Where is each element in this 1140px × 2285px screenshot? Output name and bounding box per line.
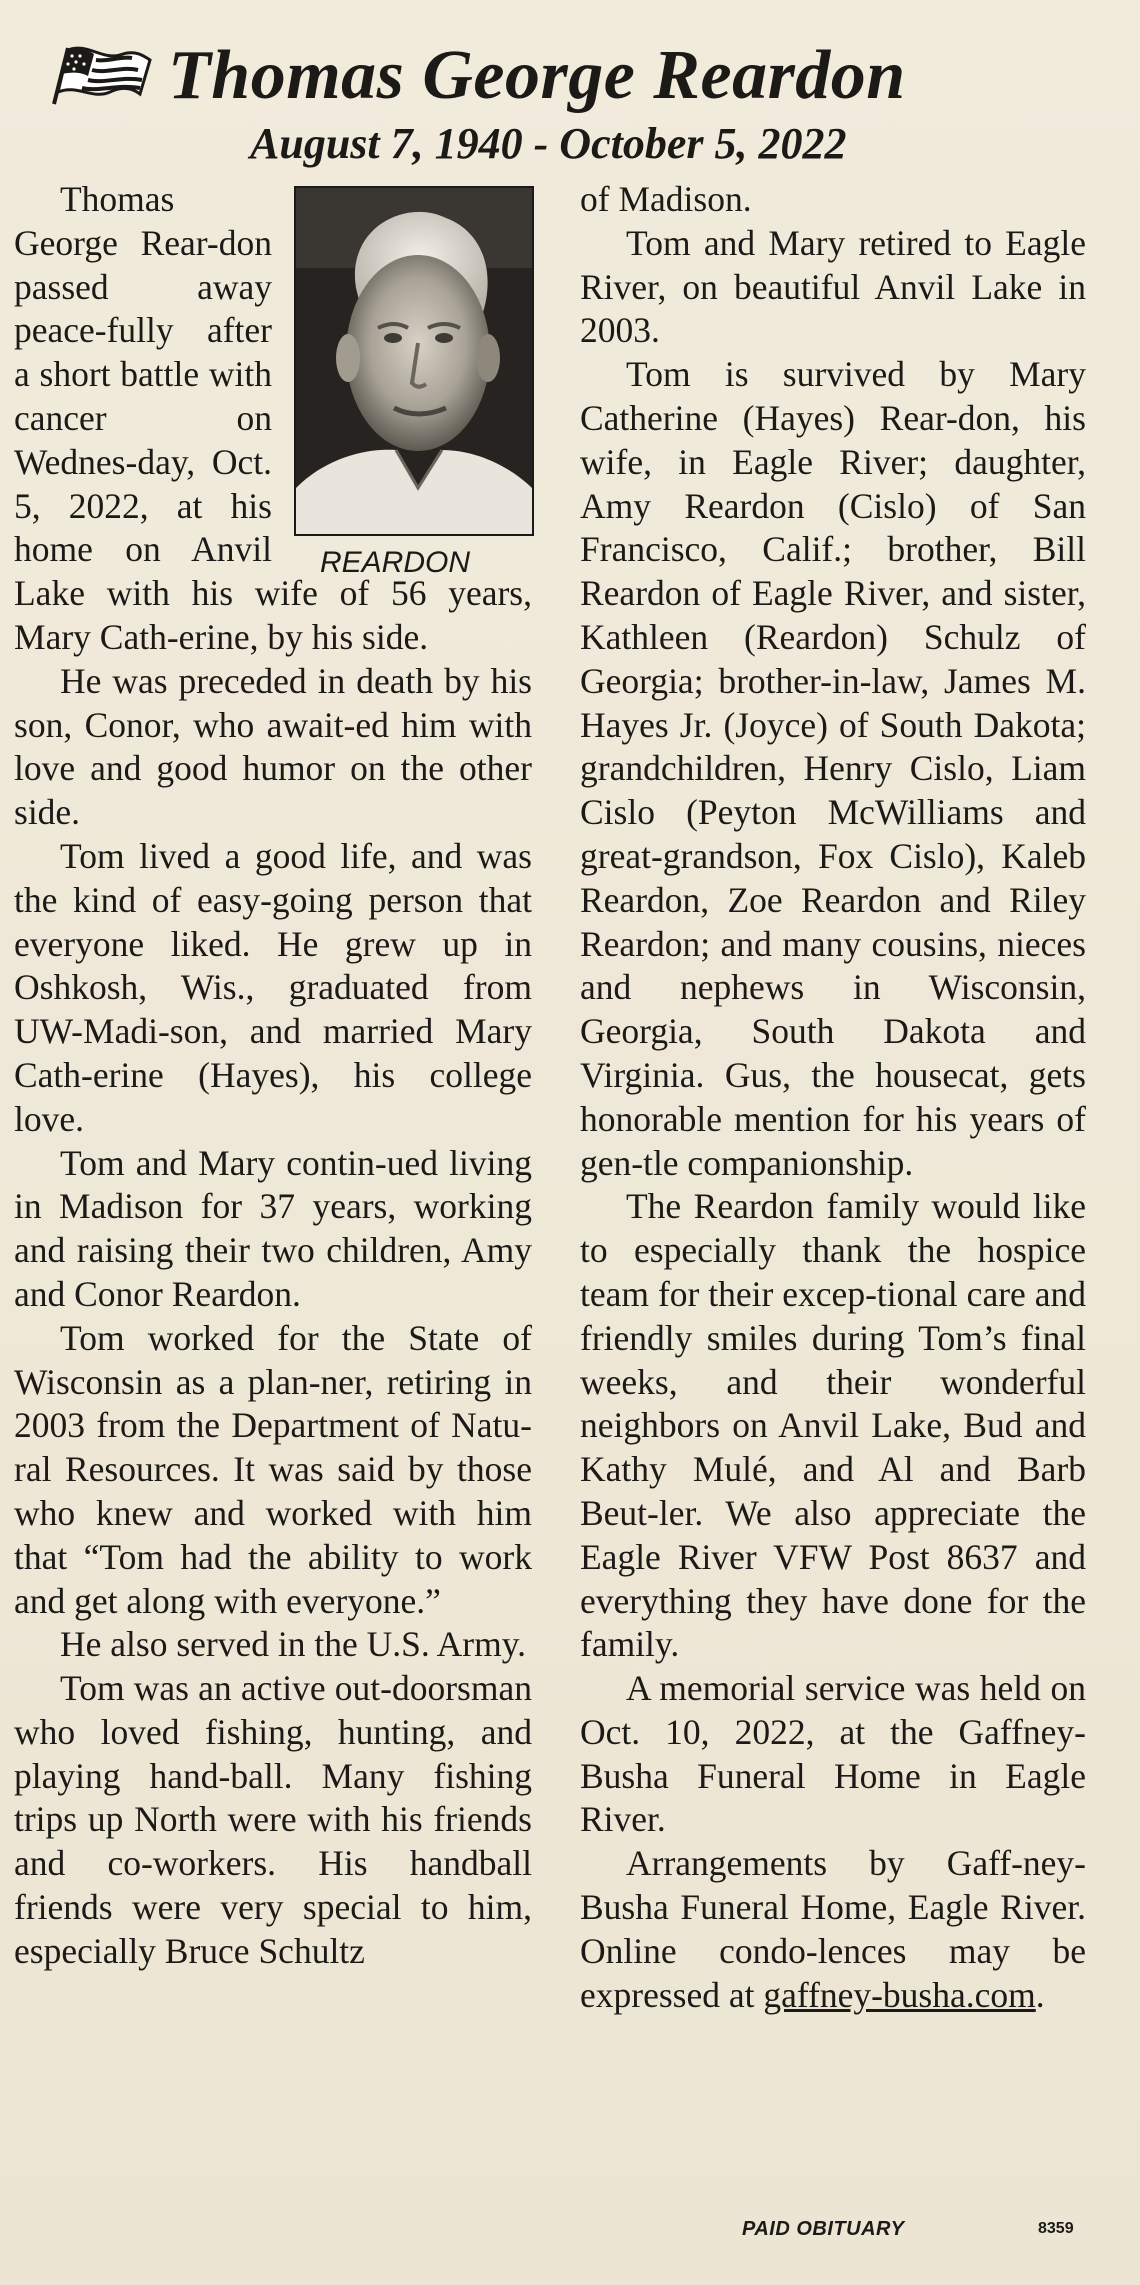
paragraph: of Madison. (580, 179, 752, 219)
photo-caption: REARDON (320, 546, 471, 579)
right-column (580, 178, 1086, 2017)
obituary-header (0, 22, 1140, 168)
left-column (14, 178, 532, 1974)
paragraph (580, 1842, 1086, 2017)
portrait-figure (294, 186, 532, 579)
paragraph: The Reardon family would like to especially thank the hospice team for their excep-tional care and friendly smiles during Tom’s final weeks, and their wonderful neighbors on Anvil Lake, Bud and Kathy Mulé, and Al and Barb Beut-ler. We also appreciate the Eagle River VFW Post 8637 and everything they have done for the family. (580, 1186, 1086, 1665)
paragraph: Tom and Mary contin-ued living in Madison for 37 years, working and raising their two children, Amy and Conor Reardon. (14, 1142, 532, 1314)
american-flag-icon (48, 42, 153, 110)
portrait-photo (294, 186, 534, 536)
paid-obituary-label: PAID OBITUARY (742, 2218, 905, 2240)
paragraph: Tom is survived by Mary Catherine (Hayes) Rear-don, his wife, in Eagle River; daughter, Amy Reardon (Cislo) of San Francisco, Calif.; brother, Bill Reardon of Eagle River, and sister, Kathleen (Reardon) Schulz of Georgia; brother-in-law, James M. Hayes Jr. (Joyce) of South Dakota; grandchildren, Henry Cislo, Liam Cislo (Peyton McWilliams and great-grandson, Fox Cislo), Kaleb Reardon, Zoe Reardon and Riley Reardon; and many cousins, nieces and nephews in Wisconsin, Georgia, South Dakota and Virginia. Gus, the housecat, gets honorable mention for his years of gen-tle companionship. (580, 354, 1086, 1183)
paragraph: Tom worked for the State of Wisconsin as a plan-ner, retiring in 2003 from the Department of Natu-ral Resources. It was said by those who knew and worked with him that “Tom had the ability to work and get along with everyone.” (14, 1317, 532, 1621)
paragraph: A memorial service was held on Oct. 10, 2022, at the Gaffney-Busha Funeral Home in Eagle River. (580, 1668, 1086, 1840)
paragraph: He was preceded in death by his son, Conor, who await-ed him with love and good humor on the other side. (14, 660, 532, 833)
ad-code: 8359 (1038, 2220, 1074, 2237)
paragraph: Tom was an active out-doorsman who loved fishing, hunting, and playing hand-ball. Many fishing trips up North were with his friends and co-workers. His handball friends were very special to him, especially Bruce Schultz (14, 1668, 532, 1971)
deceased-name: Thomas George Reardon (168, 37, 906, 114)
link-suffix: . (1035, 1974, 1045, 2015)
life-dates: August 7, 1940 - October 5, 2022 (250, 119, 847, 168)
funeral-home-link[interactable]: gaffney-busha.com (763, 1974, 1036, 2015)
paragraph-text: Arrangements by Gaff-ney-Busha Funeral Home, Eagle River. Online condo-lences may be expressed at (580, 1843, 1086, 2015)
paragraph: Thomas George Rear-don passed away peace-fully after a short battle with cancer on Wednes-day, Oct. 5, 2022, at his home on Anvil Lake with his wife of 56 years, Mary Cath-erine, by his side. (14, 179, 532, 657)
paragraph: He also served in the U.S. Army. (60, 1624, 527, 1665)
paragraph: Tom and Mary retired to Eagle River, on beautiful Anvil Lake in 2003. (580, 222, 1086, 351)
paragraph: Tom lived a good life, and was the kind of easy-going person that everyone liked. He grew up in Oshkosh, Wis., graduated from UW-Madi-son, and married Mary Cath-erine (Hayes), his college love. (14, 835, 532, 1139)
